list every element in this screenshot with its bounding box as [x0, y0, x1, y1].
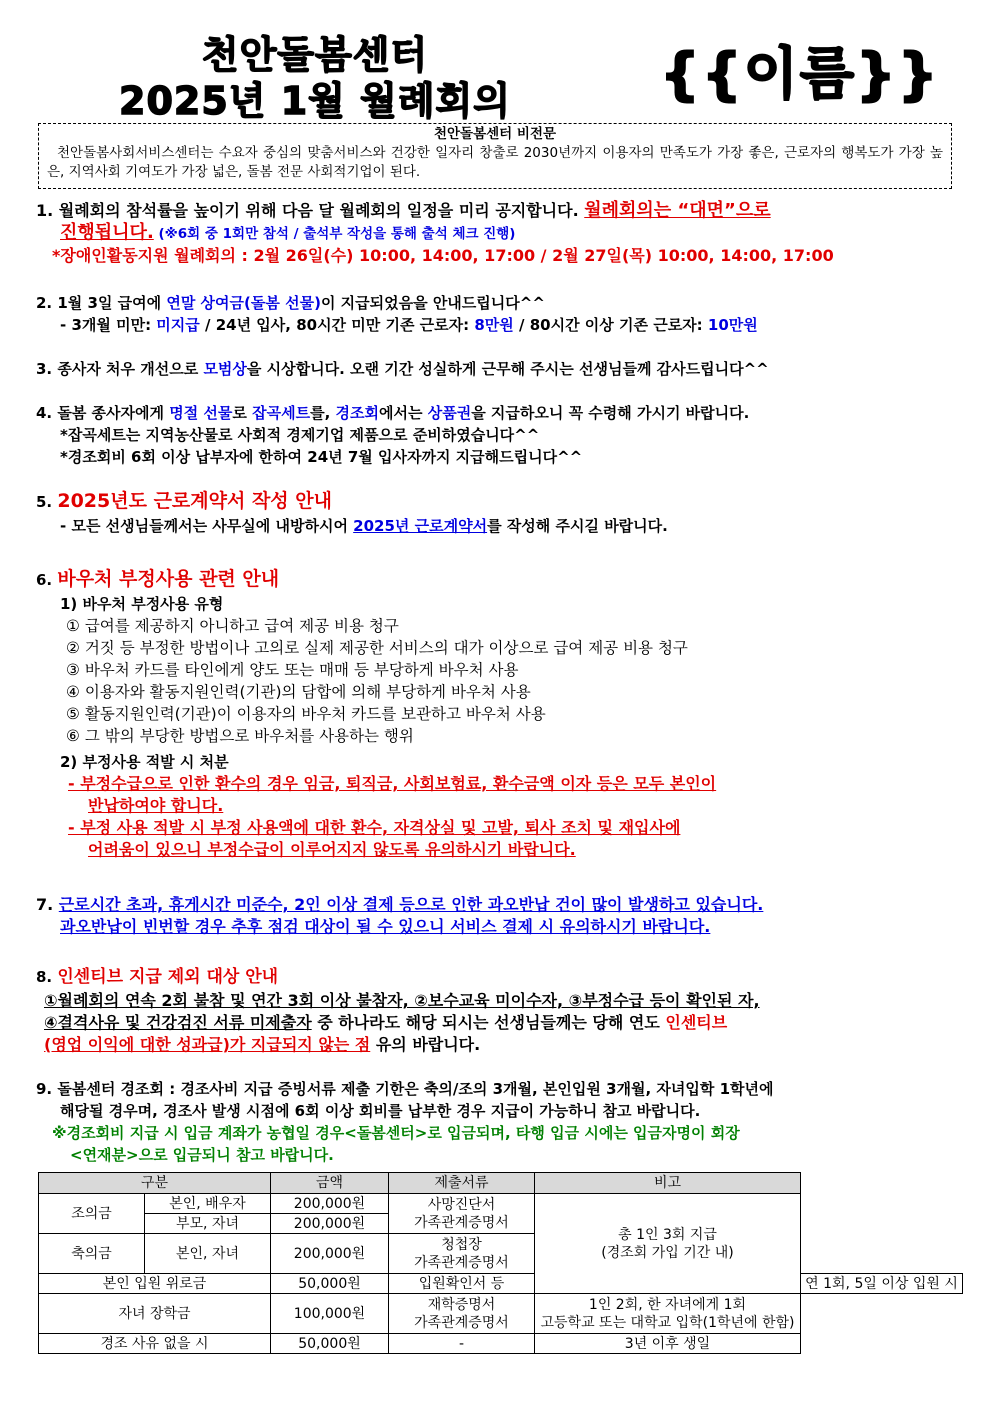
- item-1-schedule: *장애인활동지원 월례회의 : 2월 26일(수) 10:00, 14:00, 17:00 / 2월 27일(목) 10:00, 14:00, 17:00: [52, 246, 834, 265]
- item-4-voucher: 상품권: [427, 404, 472, 422]
- item-4-note-2: *경조회비 6회 이상 납부자에 한하여 24년 7월 입사자까지 지급해드립니다^^: [60, 448, 583, 466]
- table-header: 금액: [271, 1173, 389, 1194]
- doc-line: 사망진단서: [427, 1196, 496, 1213]
- note-line: 총 1인 3회 지급: [618, 1226, 717, 1243]
- table-header: 구분: [39, 1173, 271, 1194]
- table-cell: [535, 1194, 801, 1294]
- table-cell: 본인, 배우자: [145, 1194, 271, 1214]
- item-6-list: [36, 615, 966, 747]
- item-8-text-c: 중 하나라도 해당 되시는 선생님들께는 당해 연도: [311, 1013, 666, 1032]
- item-2-text-f: / 24년 입사, 80시간 미만 기존 근로자:: [199, 316, 475, 334]
- item-5-num: 5.: [36, 493, 58, 511]
- table-cell: [389, 1234, 535, 1274]
- note-line: 1인 2회, 한 자녀에게 1회: [588, 1296, 747, 1313]
- item-8-docs: ④결격사유 및 건강검진 서류 미제출자: [44, 1013, 312, 1032]
- item-4-association: 경조회: [335, 404, 380, 422]
- item-6-sub-1: 1) 바우처 부정사용 유형: [60, 595, 224, 613]
- fee-table: [38, 1172, 963, 1354]
- doc-line: 가족관계증명서: [414, 1314, 509, 1331]
- item-2: [36, 292, 966, 336]
- table-cell: -: [389, 1334, 535, 1354]
- table-cell: 200,000원: [271, 1194, 389, 1214]
- table-header-row: [39, 1173, 963, 1194]
- list-item: ⑤ 활동지원인력(기관)이 이용자의 바우처 카드를 보관하고 바우처 사용: [66, 705, 546, 723]
- item-2-amount-8: 8만원: [474, 316, 514, 334]
- table-header: 비고: [535, 1173, 801, 1194]
- vision-box: [38, 123, 952, 189]
- item-6-num: 6.: [36, 571, 58, 589]
- item-3: [36, 358, 966, 380]
- table-cell: 200,000원: [271, 1234, 389, 1274]
- table-cell: 조의금: [39, 1194, 145, 1234]
- item-4-text-i: 을 지급하오니 꼭 수령해 가시기 바랍니다.: [471, 404, 750, 422]
- table-cell: 본인 입원 위로금: [39, 1274, 271, 1294]
- item-2-text-h: / 80시간 이상 기존 근로자:: [513, 316, 708, 334]
- table-cell: 입원확인서 등: [389, 1274, 535, 1294]
- table-row: [39, 1274, 963, 1294]
- note-line: (경조회 가입 기간 내): [601, 1244, 734, 1261]
- doc-line: 가족관계증명서: [414, 1214, 509, 1231]
- item-8-title: 인센티브 지급 제외 대상 안내: [57, 967, 279, 987]
- table-cell: [535, 1294, 801, 1334]
- table-cell: 자녀 장학금: [39, 1294, 271, 1334]
- item-6-penalty-1b: 반납하여야 합니다.: [88, 796, 224, 815]
- item-1-highlight-2: 진행됩니다.: [60, 222, 154, 243]
- table-cell: 50,000원: [271, 1274, 389, 1294]
- list-item: ⑥ 그 밖의 부당한 방법으로 바우처를 사용하는 행위: [66, 727, 414, 745]
- item-2-highlight: 연말 상여금(돌봄 선물): [166, 294, 321, 312]
- item-7-line-2: 과오반납이 빈번할 경우 추후 점검 대상이 될 수 있으니 서비스 결제 시 유의하시기 바랍니다.: [60, 917, 711, 936]
- item-2-text-d: - 3개월 미만:: [60, 316, 157, 334]
- list-item: ③ 바우처 카드를 타인에게 양도 또는 매매 등 부당하게 바우처 사용: [66, 661, 519, 679]
- item-8-text-f: 유의 바랍니다.: [370, 1035, 481, 1054]
- item-6-sub-2: 2) 부정사용 적발 시 처분: [60, 753, 229, 771]
- item-8-incentive: 인센티브: [665, 1013, 728, 1032]
- table-cell: 연 1회, 5일 이상 입원 시: [801, 1274, 963, 1294]
- item-7: [36, 894, 966, 938]
- item-3-text-a: 3. 종사자 처우 개선으로: [36, 360, 204, 378]
- item-5-title: 2025년도 근로계약서 작성 안내: [57, 490, 332, 512]
- list-item: ④ 이용자와 활동지원인력(기관)의 담합에 의해 부당하게 바우처 사용: [66, 683, 531, 701]
- item-8-line-1: ①월례회의 연속 2회 불참 및 연간 3회 이상 불참자, ②보수교육 미이수자, ③부정수급 등이 확인된 자,: [44, 991, 760, 1010]
- table-header: 제출서류: [389, 1173, 535, 1194]
- table-cell: 50,000원: [271, 1334, 389, 1354]
- item-4-text-e: 를,: [310, 404, 336, 422]
- item-5-text-a: - 모든 선생님들께서는 사무실에 내방하시어: [60, 517, 354, 535]
- item-6: [36, 566, 966, 861]
- item-6-penalty-1: - 부정수급으로 인한 환수의 경우 임금, 퇴직금, 사회보험료, 환수금액 이자 등은 모두 본인이: [68, 774, 717, 793]
- item-9-line-2: 해당될 경우며, 경조사 발생 시점에 6회 이상 회비를 납부한 경우 지급이 가능하니 참고 바랍니다.: [60, 1102, 701, 1120]
- title-line-2: 2025년 1월 월례회의: [119, 79, 511, 123]
- item-4-note-1: *잡곡세트는 지역농산물로 사회적 경제기업 제품으로 준비하였습니다^^: [60, 426, 540, 444]
- item-2-none: 미지급: [156, 316, 200, 334]
- item-5-text-c: 를 작성해 주시길 바랍니다.: [487, 517, 668, 535]
- table-cell: [389, 1294, 535, 1334]
- item-3-highlight: 모범상: [203, 360, 247, 378]
- item-2-text-c: 이 지급되었음을 안내드립니다^^: [320, 294, 545, 312]
- item-1-highlight: 월례회의는 “대면”으로: [584, 200, 771, 221]
- item-6-title: 바우처 부정사용 관련 안내: [57, 568, 280, 590]
- vision-title: 천안돌봄센터 비전문: [433, 126, 557, 142]
- item-1-text: 1. 월례회의 참석률을 높이기 위해 다음 달 월례회의 일정을 미리 공지합니다.: [36, 201, 585, 220]
- item-4: [36, 402, 966, 468]
- table-cell: 본인, 자녀: [145, 1234, 271, 1274]
- table-row: [39, 1334, 963, 1354]
- list-item: ① 급여를 제공하지 아니하고 급여 제공 비용 청구: [66, 617, 399, 635]
- table-cell: 100,000원: [271, 1294, 389, 1334]
- item-4-text-a: 4. 돌봄 종사자에게: [36, 404, 170, 422]
- item-4-gift: 명절 선물: [169, 404, 233, 422]
- item-7-num: 7.: [36, 895, 59, 914]
- item-9-note-1: ※경조회비 지급 시 입금 계좌가 농협일 경우<돌봄센터>로 입금되며, 타행 입금 시에는 입금자명이 회장: [52, 1124, 740, 1142]
- item-6-penalty-2: - 부정 사용 적발 시 부정 사용액에 대한 환수, 자격상실 및 고발, 퇴사 조치 및 재입사에: [68, 818, 681, 837]
- table-row: [39, 1294, 963, 1334]
- table-row: [39, 1234, 963, 1274]
- item-4-grain-set: 잡곡세트: [252, 404, 311, 422]
- table-cell: 3년 이후 생일: [535, 1334, 801, 1354]
- item-8: [36, 964, 966, 1056]
- item-2-amount-10: 10만원: [707, 316, 758, 334]
- list-item: ② 거짓 등 부정한 방법이나 고의로 실제 제공한 서비스의 대가 이상으로 급여 제공 비용 청구: [66, 639, 688, 657]
- item-1: [36, 200, 966, 267]
- item-5: [36, 488, 966, 537]
- item-8-incentive-note: (영업 이익에 대한 성과급)가 지급되지 않는 점: [44, 1035, 371, 1054]
- item-3-text-c: 을 시상합니다. 오랜 기간 성실하게 근무해 주시는 선생님들께 감사드립니다^^: [246, 360, 769, 378]
- note-line: 고등학교 또는 대학교 입학(1학년에 한함): [540, 1314, 795, 1331]
- item-9: [36, 1078, 966, 1166]
- table-cell: 축의금: [39, 1234, 145, 1274]
- item-4-text-c: 로: [232, 404, 253, 422]
- name-placeholder: {{이름}}: [660, 42, 940, 107]
- vision-body: 천안돌봄사회서비스센터는 수요자 중심의 맞춤서비스와 건강한 일자리 창출로 2030년까지 이용자의 만족도가 가장 좋은, 근로자의 행복도가 가장 높은, 지역사회 기여도가 가장 넓은, 돌봄 전문 사회적기업이 된다.: [47, 145, 943, 180]
- table-cell: 부모, 자녀: [145, 1214, 271, 1234]
- table-cell: 200,000원: [271, 1214, 389, 1234]
- page-title: [100, 32, 530, 124]
- item-5-contract-link: 2025년 근로계약서: [353, 517, 488, 535]
- table-cell: [389, 1194, 535, 1234]
- title-line-1: 천안돌봄센터: [201, 33, 429, 77]
- item-8-num: 8.: [36, 968, 58, 986]
- item-9-line-1: 9. 돌봄센터 경조회 : 경조사비 지급 증빙서류 제출 기한은 축의/조의 3개월, 본인입원 3개월, 자녀입학 1학년에: [36, 1080, 774, 1098]
- doc-line: 가족관계증명서: [414, 1254, 509, 1271]
- doc-line: 재학증명서: [427, 1296, 496, 1313]
- table-cell: 경조 사유 없을 시: [39, 1334, 271, 1354]
- item-9-note-2: <연재분>으로 입금되니 참고 바랍니다.: [70, 1146, 334, 1164]
- item-4-text-g: 에서는: [379, 404, 428, 422]
- item-2-text-a: 2. 1월 3일 급여에: [36, 294, 167, 312]
- table-row: [39, 1194, 963, 1214]
- item-6-penalty-2b: 어려움이 있으니 부정수급이 이루어지지 않도록 유의하시기 바랍니다.: [88, 840, 576, 859]
- item-1-note: (※6회 중 1회만 참석 / 출석부 작성을 통해 출석 체크 진행): [153, 226, 516, 242]
- item-7-line-1: 근로시간 초과, 휴게시간 미준수, 2인 이상 결제 등으로 인한 과오반납 건이 많이 발생하고 있습니다.: [58, 895, 764, 914]
- doc-line: 청첩장: [441, 1236, 482, 1253]
